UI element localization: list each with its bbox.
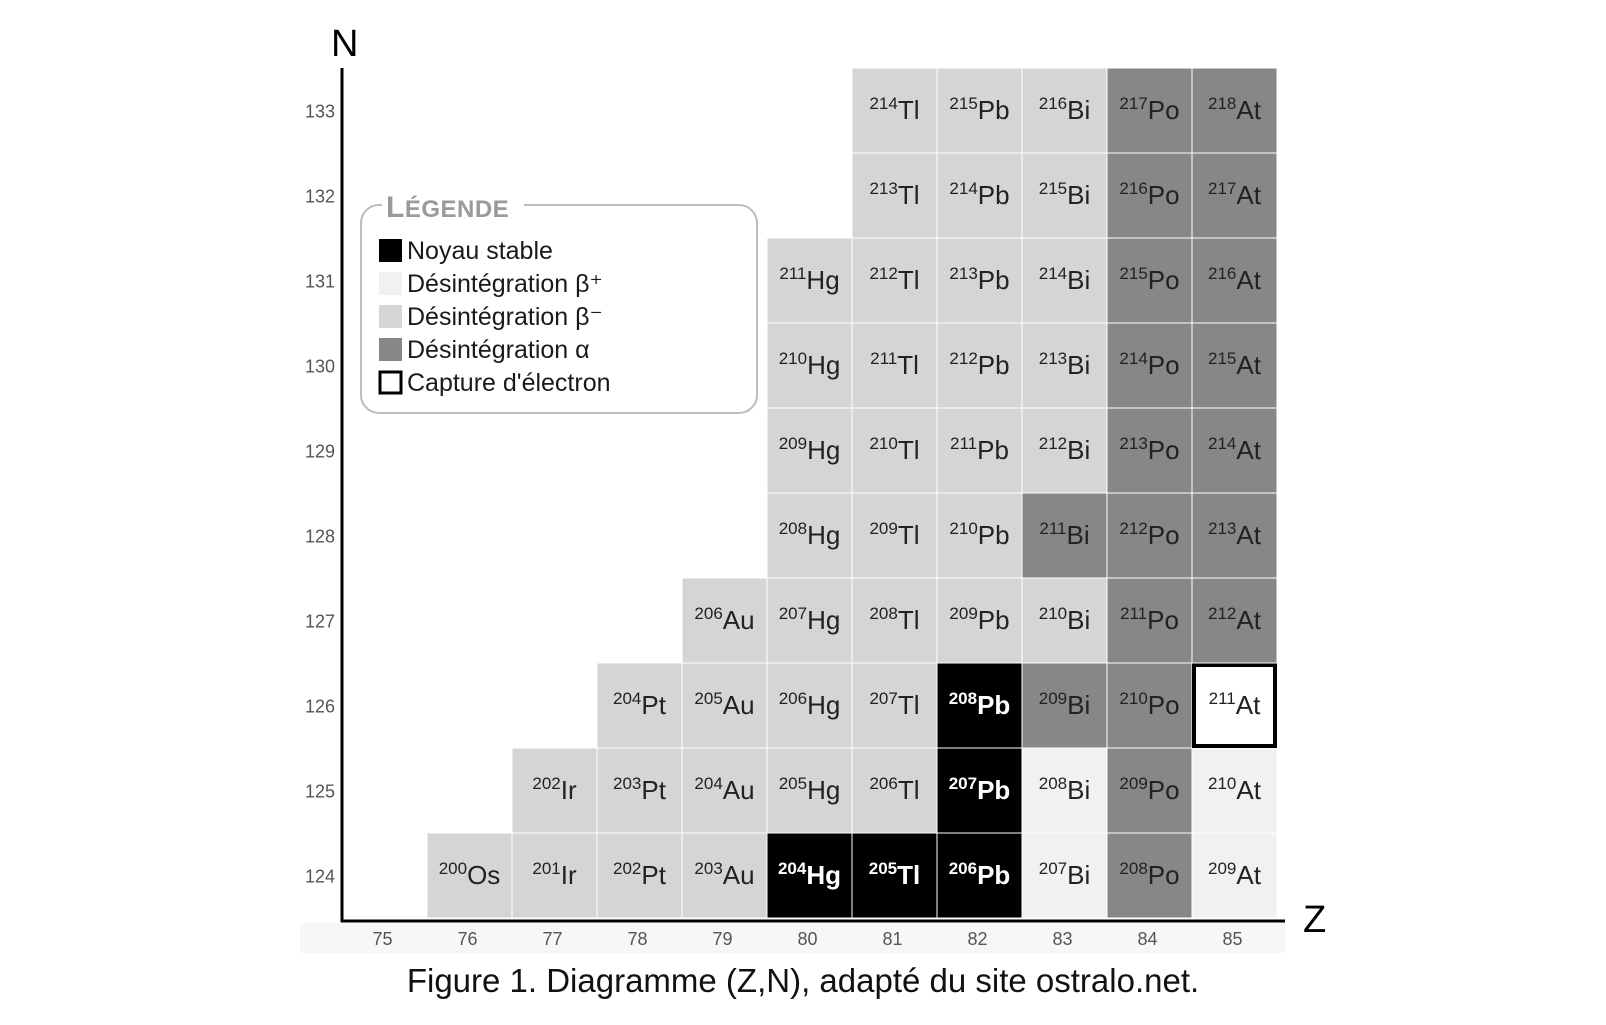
x-tick-label: 78 <box>627 929 648 949</box>
element-symbol: Pb <box>977 605 1010 635</box>
nuclide-213Pb <box>937 238 1022 323</box>
element-symbol: Ir <box>560 775 577 805</box>
mass-number: 205 <box>694 689 723 708</box>
mass-number: 209 <box>869 519 898 538</box>
nuclide-212At <box>1192 578 1277 663</box>
nuclide-208Bi <box>1022 748 1107 833</box>
legend-label: Désintégration β⁺ <box>407 270 603 298</box>
x-tick-label: 79 <box>712 929 733 949</box>
mass-number: 202 <box>532 774 561 793</box>
element-symbol: Po <box>1147 605 1179 635</box>
nuclide-204Hg <box>767 833 852 918</box>
mass-number: 207 <box>869 689 898 708</box>
element-symbol: Hg <box>807 775 841 805</box>
mass-number: 217 <box>1119 94 1148 113</box>
element-symbol: Tl <box>897 350 919 380</box>
mass-number: 212 <box>949 349 978 368</box>
element-symbol: At <box>1236 180 1261 210</box>
y-tick-label: 133 <box>304 101 335 122</box>
nuclide-215Pb <box>937 68 1022 153</box>
element-symbol: At <box>1236 435 1261 465</box>
element-symbol: Os <box>467 860 501 890</box>
nuclide-210Tl <box>852 408 937 493</box>
mass-number: 215 <box>1038 179 1068 198</box>
element-symbol: Pt <box>641 775 666 805</box>
nuclide-214Po <box>1107 323 1192 408</box>
nuclide-214Bi <box>1022 238 1107 323</box>
mass-number: 218 <box>1208 94 1237 113</box>
mass-number: 211 <box>779 264 807 283</box>
nuclide-209Bi <box>1022 663 1107 748</box>
nuclide-211Pb <box>937 408 1022 493</box>
x-tick-label: 82 <box>967 929 988 949</box>
element-symbol: Po <box>1147 775 1180 805</box>
element-symbol: Po <box>1147 265 1180 295</box>
element-symbol: Pt <box>641 690 666 720</box>
element-symbol: Po <box>1147 860 1180 890</box>
nuclide-209Po <box>1107 748 1192 833</box>
element-symbol: Tl <box>897 605 920 635</box>
mass-number: 210 <box>1119 689 1148 708</box>
legend-item-beta-minus <box>379 303 603 331</box>
nuclide-212Po <box>1107 493 1192 578</box>
nuclide-210Bi <box>1022 578 1107 663</box>
nuclide-212Bi <box>1022 408 1107 493</box>
nuclide-203Au <box>682 833 767 918</box>
element-symbol: Hg <box>807 520 841 550</box>
mass-number: 208 <box>778 519 808 538</box>
nuclide-207Pb <box>937 748 1022 833</box>
y-tick-label: 128 <box>304 526 335 547</box>
mass-number: 210 <box>949 519 978 538</box>
nuclide-206Tl <box>852 748 937 833</box>
nuclide-215Po <box>1107 238 1192 323</box>
element-symbol: Bi <box>1067 180 1091 210</box>
mass-number: 204 <box>613 689 642 708</box>
y-axis-label: N <box>331 23 359 65</box>
legend-swatch <box>379 305 402 328</box>
nuclide-209Pb <box>937 578 1022 663</box>
mass-number: 210 <box>1038 604 1068 623</box>
element-symbol: Pb <box>977 265 1010 295</box>
mass-number: 215 <box>1208 349 1237 368</box>
mass-number: 200 <box>438 859 468 878</box>
mass-number: 208 <box>1119 859 1148 878</box>
nuclide-217At <box>1192 153 1277 238</box>
element-symbol: Pb <box>977 690 1011 720</box>
legend-item-beta-plus <box>379 270 603 298</box>
element-symbol: Po <box>1147 350 1180 380</box>
nuclide-202Pt <box>597 833 682 918</box>
element-symbol: Tl <box>897 435 920 465</box>
mass-number: 209 <box>949 604 978 623</box>
mass-number: 214 <box>1038 264 1068 283</box>
y-tick-label: 126 <box>304 696 335 717</box>
y-tick-label: 130 <box>304 356 335 377</box>
nuclide-207Tl <box>852 663 937 748</box>
element-symbol: Au <box>722 690 755 720</box>
nuclide-cells <box>427 68 1277 918</box>
nuclide-209At <box>1192 833 1277 918</box>
nuclide-207Bi <box>1022 833 1107 918</box>
mass-number: 208 <box>948 689 978 708</box>
mass-number: 206 <box>869 774 898 793</box>
mass-number: 211 <box>870 349 898 368</box>
mass-number: 202 <box>613 859 642 878</box>
element-symbol: Hg <box>806 265 840 295</box>
mass-number: 209 <box>778 434 808 453</box>
element-symbol: At <box>1236 605 1261 635</box>
element-symbol: Au <box>722 605 755 635</box>
element-symbol: Bi <box>1067 690 1091 720</box>
x-axis-label: Z <box>1303 899 1327 941</box>
mass-number: 207 <box>948 774 978 793</box>
nuclide-211Tl <box>852 323 937 408</box>
mass-number: 213 <box>949 264 978 283</box>
mass-number: 207 <box>1038 859 1068 878</box>
nuclide-206Au <box>682 578 767 663</box>
mass-number: 208 <box>869 604 898 623</box>
element-symbol: Hg <box>807 605 841 635</box>
legend-item-electron-capture <box>380 369 611 397</box>
mass-number: 210 <box>778 349 808 368</box>
nuclide-213Tl <box>852 153 937 238</box>
mass-number: 207 <box>778 604 808 623</box>
mass-number: 211 <box>1208 689 1236 708</box>
nuclide-208Po <box>1107 833 1192 918</box>
legend-label: Désintégration β⁻ <box>407 303 603 331</box>
element-symbol: At <box>1236 860 1261 890</box>
element-symbol: Po <box>1147 95 1180 125</box>
mass-number: 203 <box>613 774 642 793</box>
element-symbol: Bi <box>1066 520 1090 550</box>
nuclide-209Hg <box>767 408 852 493</box>
x-tick-label: 75 <box>372 929 393 949</box>
mass-number: 206 <box>694 604 723 623</box>
x-tick-label: 80 <box>797 929 818 949</box>
element-symbol: Bi <box>1067 605 1091 635</box>
nuclide-204Au <box>682 748 767 833</box>
element-symbol: Pb <box>977 350 1010 380</box>
element-symbol: Pb <box>977 435 1009 465</box>
element-symbol: At <box>1235 690 1261 720</box>
legend-title <box>386 191 509 224</box>
element-symbol: Hg <box>806 860 842 890</box>
element-symbol: At <box>1236 520 1261 550</box>
nuclide-212Pb <box>937 323 1022 408</box>
mass-number: 210 <box>1208 774 1237 793</box>
element-symbol: Au <box>722 775 755 805</box>
x-tick-label: 83 <box>1052 929 1073 949</box>
nuclide-215Bi <box>1022 153 1107 238</box>
element-symbol: Po <box>1147 520 1180 550</box>
mass-number: 213 <box>1208 519 1237 538</box>
mass-number: 211 <box>1039 519 1067 538</box>
legend-swatch <box>380 372 401 393</box>
y-tick-label: 132 <box>304 186 335 207</box>
mass-number: 209 <box>1208 859 1237 878</box>
nuclide-211Po <box>1107 578 1192 663</box>
y-tick-label: 131 <box>304 271 335 292</box>
nuclide-217Po <box>1107 68 1192 153</box>
element-symbol: At <box>1236 265 1261 295</box>
element-symbol: Tl <box>897 860 921 890</box>
mass-number: 203 <box>694 859 723 878</box>
legend-label: Noyau stable <box>407 237 553 265</box>
element-symbol: Bi <box>1067 95 1091 125</box>
element-symbol: At <box>1236 95 1261 125</box>
nuclide-209Tl <box>852 493 937 578</box>
element-symbol: Pb <box>977 860 1011 890</box>
mass-number: 215 <box>1119 264 1148 283</box>
nuclide-204Pt <box>597 663 682 748</box>
element-symbol: Ir <box>560 860 577 890</box>
nuclide-213At <box>1192 493 1277 578</box>
nuclide-208Tl <box>852 578 937 663</box>
mass-number: 204 <box>777 859 807 878</box>
nuclide-214Tl <box>852 68 937 153</box>
legend-label: Désintégration α <box>407 336 590 364</box>
element-symbol: Tl <box>897 265 920 295</box>
mass-number: 209 <box>1038 689 1068 708</box>
mass-number: 216 <box>1208 264 1237 283</box>
nuclide-216Bi <box>1022 68 1107 153</box>
mass-number: 214 <box>869 94 898 113</box>
mass-number: 214 <box>1208 434 1237 453</box>
element-symbol: Hg <box>807 435 841 465</box>
mass-number: 205 <box>778 774 808 793</box>
mass-number: 212 <box>1038 434 1068 453</box>
element-symbol: Tl <box>897 520 920 550</box>
nuclide-210Pb <box>937 493 1022 578</box>
legend-title-initial: L <box>386 191 405 224</box>
legend-title-rest: ÉGENDE <box>404 196 510 223</box>
legend <box>361 190 757 413</box>
figure-caption: Figure 1. Diagramme (Z,N), adapté du site ostralo.net. <box>406 962 1200 999</box>
mass-number: 214 <box>949 179 978 198</box>
element-symbol: Bi <box>1067 265 1091 295</box>
mass-number: 213 <box>1119 434 1148 453</box>
mass-number: 212 <box>1208 604 1237 623</box>
nuclide-200Os <box>427 833 512 918</box>
element-symbol: Po <box>1147 180 1180 210</box>
nuclide-207Hg <box>767 578 852 663</box>
mass-number: 213 <box>869 179 898 198</box>
element-symbol: Tl <box>897 180 920 210</box>
element-symbol: Bi <box>1067 860 1091 890</box>
mass-number: 208 <box>1038 774 1068 793</box>
mass-number: 212 <box>1119 519 1148 538</box>
element-symbol: Tl <box>897 775 920 805</box>
nuclide-210Po <box>1107 663 1192 748</box>
nuclide-212Tl <box>852 238 937 323</box>
mass-number: 206 <box>948 859 978 878</box>
nuclide-215At <box>1192 323 1277 408</box>
element-symbol: Pt <box>641 860 666 890</box>
nuclide-211Hg <box>767 238 852 323</box>
nuclide-206Hg <box>767 663 852 748</box>
nuclide-203Pt <box>597 748 682 833</box>
element-symbol: Pb <box>977 95 1010 125</box>
element-symbol: At <box>1236 775 1261 805</box>
nuclide-206Pb <box>937 833 1022 918</box>
mass-number: 204 <box>694 774 723 793</box>
mass-number: 210 <box>869 434 898 453</box>
element-symbol: At <box>1236 350 1261 380</box>
nuclide-218At <box>1192 68 1277 153</box>
mass-number: 214 <box>1119 349 1148 368</box>
mass-number: 201 <box>532 859 561 878</box>
legend-swatch <box>379 272 402 295</box>
nuclide-214At <box>1192 408 1277 493</box>
element-symbol: Au <box>722 860 755 890</box>
element-symbol: Pb <box>977 180 1010 210</box>
y-tick-label: 129 <box>304 441 335 462</box>
element-symbol: Po <box>1147 690 1180 720</box>
nuclide-210At <box>1192 748 1277 833</box>
mass-number: 211 <box>1120 604 1148 623</box>
nuclide-205Tl <box>852 833 937 918</box>
nuclide-213Bi <box>1022 323 1107 408</box>
element-symbol: Tl <box>897 690 920 720</box>
x-tick-label: 76 <box>457 929 478 949</box>
nuclide-216Po <box>1107 153 1192 238</box>
element-symbol: Hg <box>807 350 841 380</box>
nuclide-213Po <box>1107 408 1192 493</box>
mass-number: 211 <box>950 434 978 453</box>
legend-swatch <box>379 338 402 361</box>
mass-number: 215 <box>949 94 978 113</box>
nuclide-202Ir <box>512 748 597 833</box>
mass-number: 216 <box>1119 179 1148 198</box>
mass-number: 213 <box>1038 349 1068 368</box>
mass-number: 205 <box>868 859 898 878</box>
y-tick-label: 124 <box>304 866 335 887</box>
mass-number: 206 <box>778 689 808 708</box>
x-tick-label: 85 <box>1222 929 1243 949</box>
x-tick-label: 81 <box>882 929 903 949</box>
legend-item-alpha <box>379 336 590 364</box>
nuclide-214Pb <box>937 153 1022 238</box>
nuclide-211Bi <box>1022 493 1107 578</box>
element-symbol: Po <box>1147 435 1180 465</box>
x-tick-label: 77 <box>542 929 563 949</box>
nuclide-201Ir <box>512 833 597 918</box>
element-symbol: Bi <box>1067 435 1091 465</box>
legend-swatch <box>379 239 402 262</box>
element-symbol: Bi <box>1067 350 1091 380</box>
nuclide-210Hg <box>767 323 852 408</box>
nuclide-208Pb <box>937 663 1022 748</box>
mass-number: 212 <box>869 264 898 283</box>
nuclide-216At <box>1192 238 1277 323</box>
mass-number: 209 <box>1119 774 1148 793</box>
element-symbol: Tl <box>897 95 920 125</box>
element-symbol: Pb <box>977 775 1011 805</box>
element-symbol: Bi <box>1067 775 1091 805</box>
legend-label: Capture d'électron <box>407 369 611 397</box>
mass-number: 217 <box>1208 179 1237 198</box>
mass-number: 216 <box>1038 94 1068 113</box>
y-tick-label: 127 <box>304 611 335 632</box>
element-symbol: Pb <box>977 520 1010 550</box>
y-tick-label: 125 <box>304 781 335 802</box>
nuclide-208Hg <box>767 493 852 578</box>
nuclide-205Hg <box>767 748 852 833</box>
element-symbol: Hg <box>807 690 841 720</box>
nuclide-205Au <box>682 663 767 748</box>
nuclide-211At <box>1194 665 1275 746</box>
x-tick-label: 84 <box>1137 929 1158 949</box>
